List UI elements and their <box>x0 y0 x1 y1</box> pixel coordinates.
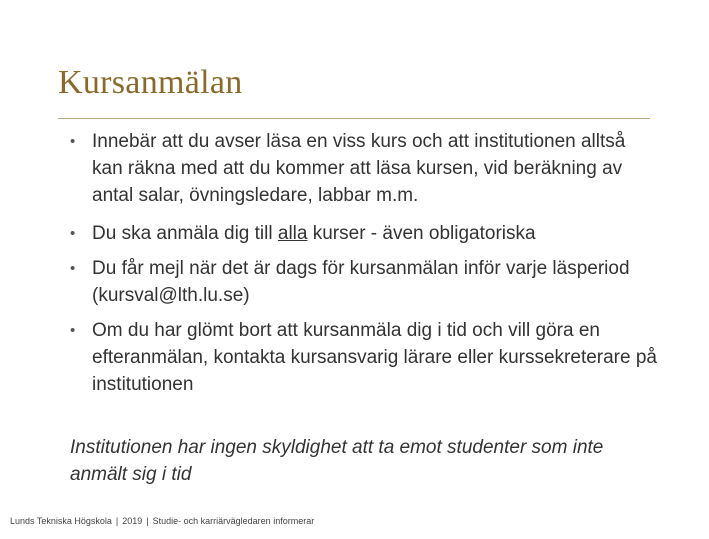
bullet-text-after: kurser - även obligatoriska <box>307 223 536 244</box>
footer-presentation: Studie- och karriärvägledaren informerar <box>152 516 315 526</box>
footer-organization: Lunds Tekniska Högskola <box>10 516 112 526</box>
bullet-dot-icon: • <box>70 225 76 242</box>
title-divider <box>58 118 650 119</box>
bullet-dot-icon: • <box>70 133 76 150</box>
bullet-list <box>68 128 658 406</box>
footer-separator: | <box>146 516 149 526</box>
bullet-dot-icon: • <box>70 260 76 277</box>
bullet-dot-icon: • <box>70 322 76 339</box>
bullet-item-late-registration <box>68 317 658 398</box>
bullet-text: Innebär att du avser läsa en viss kurs och att institutionen alltså kan räkna med att du kommer att läsa kursen, vid beräkning av antal salar, övningsledare, labbar m.m. <box>92 131 626 206</box>
footer-separator: | <box>115 516 119 526</box>
bullet-text-before: Du ska anmäla dig till <box>92 223 278 244</box>
bullet-item-register-all-courses <box>68 220 658 247</box>
bullet-item-course-registration-meaning <box>68 128 658 209</box>
italic-note: Institutionen har ingen skyldighet att ta emot studenter som inte anmält sig i tid <box>70 437 604 485</box>
bullet-text: Om du har glömt bort att kursanmäla dig i tid och vill göra en efteranmälan, kontakta kursansvarig lärare eller kurssekreterare på institutionen <box>92 320 657 395</box>
footer-year: 2019 <box>122 516 143 526</box>
bullet-item-email-notice <box>68 255 658 309</box>
bullet-text: Du får mejl när det är dags för kursanmälan inför varje läsperiod (kursval@lth.lu.se) <box>92 258 630 306</box>
slide-title: Kursanmälan <box>58 64 243 101</box>
footer <box>10 516 314 526</box>
bullet-emphasis: alla <box>277 223 308 244</box>
